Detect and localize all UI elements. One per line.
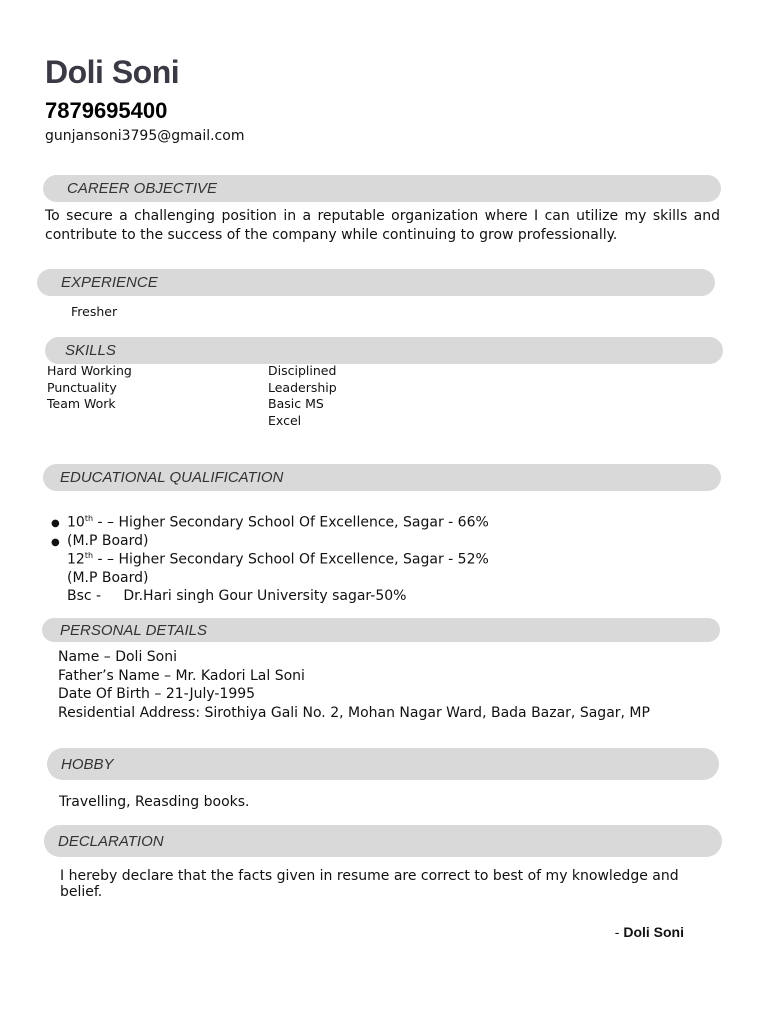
signature-name: Doli Soni — [623, 924, 684, 940]
signature — [615, 924, 684, 940]
career-objective-header — [43, 175, 721, 202]
candidate-name: Doli Soni — [45, 54, 180, 90]
skill-item: Leadership — [268, 379, 337, 395]
education-entry-10th — [67, 514, 489, 531]
personal-detail-line: Residential Address: Sirothiya Gali No. 2, Mohan Nagar Ward, Bada Bazar, Sagar, MP — [58, 704, 650, 721]
skills-header — [45, 337, 723, 364]
education-entry-bsc: Bsc - Dr.Hari singh Gour University sagar-50% — [67, 588, 407, 604]
skills-right-column — [268, 363, 337, 429]
skill-item: Basic MS — [268, 396, 324, 411]
declaration-title: DECLARATION — [58, 832, 164, 850]
personal-detail-line: Name – Doli Soni — [58, 649, 177, 665]
education-board: (M.P Board) — [67, 570, 149, 586]
experience-text: Fresher — [71, 304, 118, 319]
education-header — [43, 464, 721, 491]
skill-item: Team Work — [47, 396, 116, 411]
phone-number: 7879695400 — [45, 98, 168, 123]
grade-suffix: th — [84, 514, 94, 523]
education-grade: 10 — [67, 514, 85, 531]
hobby-header — [47, 748, 719, 780]
personal-detail-line: Father’s Name – Mr. Kadori Lal Soni — [58, 667, 305, 684]
hobby-title: HOBBY — [61, 755, 114, 773]
bullet-icon: ● — [51, 518, 60, 529]
education-title: EDUCATIONAL QUALIFICATION — [60, 469, 284, 486]
declaration-header — [44, 825, 722, 857]
personal-details-header — [42, 618, 720, 642]
declaration-text: I hereby declare that the facts given in resume are correct to best of my knowledge and belief. — [60, 868, 679, 900]
skills-title: SKILLS — [65, 342, 116, 359]
skill-item: Punctuality — [47, 379, 117, 395]
personal-detail-line: Date Of Birth – 21-July-1995 — [58, 686, 256, 702]
grade-suffix: th — [84, 551, 94, 560]
skill-item: Hard Working — [47, 363, 132, 378]
experience-title: EXPERIENCE — [61, 274, 158, 291]
personal-details-list — [58, 648, 748, 722]
bullet-icon: ● — [51, 537, 60, 548]
experience-header — [37, 269, 715, 296]
skill-item: Disciplined — [268, 363, 337, 378]
education-detail: - – Higher Secondary School Of Excellence, Sagar - 66% — [93, 514, 489, 531]
education-board: (M.P Board) — [67, 533, 149, 549]
career-objective-text: To secure a challenging position in a reputable organization where I can utilize my skills and contribute to the success of the company while continuing to grow professionally. — [45, 208, 720, 243]
signature-prefix: - — [614, 924, 624, 940]
skills-left-column — [47, 363, 132, 413]
hobby-text: Travelling, Reasding books. — [59, 794, 250, 810]
personal-details-title: PERSONAL DETAILS — [60, 621, 207, 639]
education-entry-12th — [67, 551, 489, 568]
career-objective-title: CAREER OBJECTIVE — [67, 180, 218, 197]
skill-item: Excel — [268, 412, 302, 428]
education-grade: 12 — [67, 551, 85, 568]
email-address: gunjansoni3795@gmail.com — [45, 128, 245, 144]
education-detail: - – Higher Secondary School Of Excellence, Sagar - 52% — [93, 551, 489, 568]
